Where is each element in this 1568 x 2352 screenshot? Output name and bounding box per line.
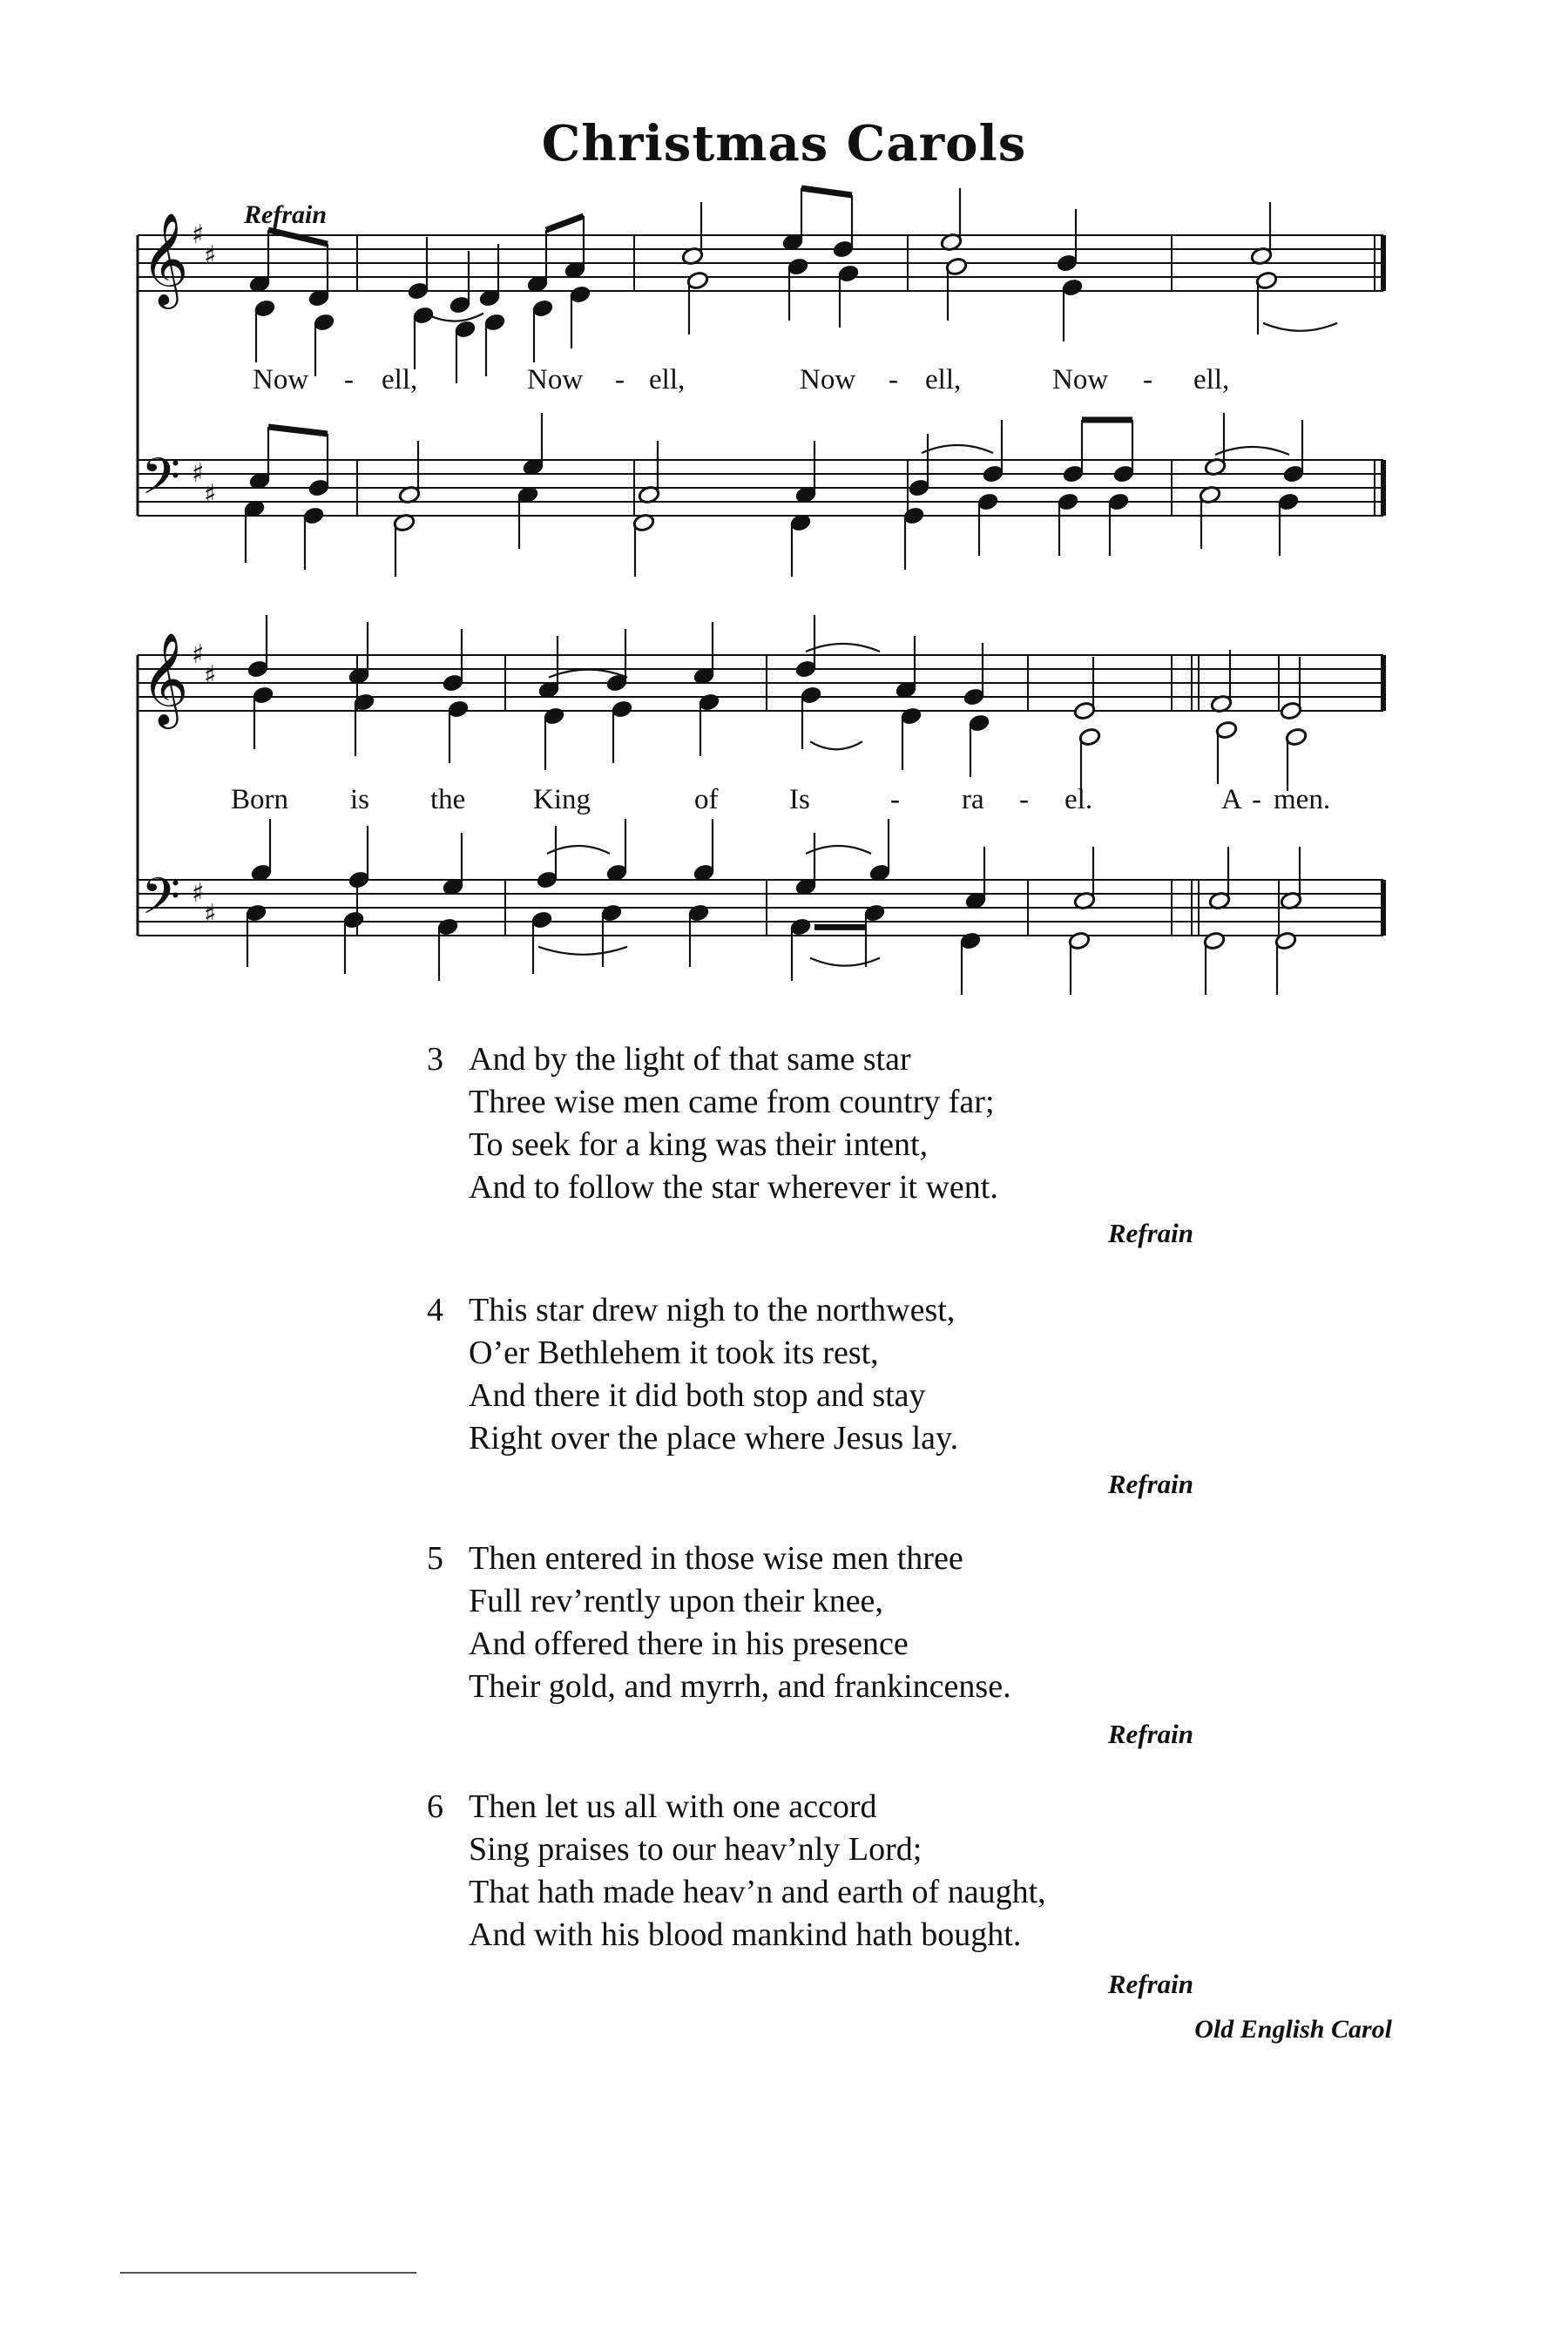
- tie-arc: [1215, 447, 1289, 455]
- verse-3: [427, 1038, 998, 1209]
- lyric-syllable: the: [430, 784, 466, 815]
- tie-arc: [425, 314, 483, 321]
- verse-refrain-label: Refrain: [1107, 1969, 1193, 1999]
- lyric-syllable: Now: [253, 364, 309, 395]
- lyric-syllable: Born: [231, 784, 288, 815]
- verse-number: 5: [427, 1540, 443, 1577]
- verse-line: [427, 1289, 958, 1332]
- verse-line: Their gold, and myrrh, and frankincense.: [469, 1668, 1011, 1705]
- tie-arc: [806, 846, 871, 854]
- lyric-syllable: ell,: [1193, 364, 1230, 395]
- verse-6: [427, 1786, 1046, 1957]
- sharp-sign: ♯: [192, 220, 205, 250]
- sharp-sign: ♯: [192, 458, 205, 489]
- verse-5: [427, 1538, 1011, 1708]
- lyric-syllable: is: [350, 784, 370, 815]
- sharp-sign: ♯: [192, 639, 205, 670]
- beam: [546, 216, 584, 230]
- music-score: [0, 0, 1568, 1045]
- lyric-syllable: men.: [1274, 784, 1331, 815]
- verse-line: And with his blood mankind hath bought.: [469, 1916, 1022, 1953]
- lyric-syllable: -: [890, 784, 900, 815]
- verse-line: Sing praises to our heav’nly Lord;: [469, 1831, 923, 1868]
- verse-line: [427, 1786, 1046, 1828]
- beam: [801, 188, 852, 195]
- bass-clef: 𝄢: [141, 867, 181, 938]
- verse-line: To seek for a king was their intent,: [469, 1126, 929, 1163]
- tie-arc: [810, 958, 880, 966]
- lyric-syllable: -: [1143, 364, 1152, 395]
- sharp-sign: ♯: [204, 899, 217, 929]
- beam: [268, 427, 328, 434]
- lyric-syllable: Is: [789, 784, 810, 815]
- lyric-syllable: ell,: [382, 364, 418, 395]
- verse-refrain-label: Refrain: [1107, 1469, 1193, 1499]
- sharp-sign: ♯: [204, 479, 217, 510]
- lyric-syllable: -: [1019, 784, 1029, 815]
- verse-line: That hath made heav’n and earth of naught,: [469, 1874, 1046, 1910]
- lyric-syllable: -: [615, 364, 625, 395]
- beam: [268, 230, 328, 244]
- lyric-syllable: King: [533, 784, 591, 815]
- tie-arc: [1263, 323, 1337, 331]
- verse-text: And by the light of that same star: [469, 1041, 911, 1078]
- bass-clef: 𝄢: [141, 447, 181, 518]
- lyric-syllable: A: [1221, 784, 1242, 815]
- lyric-syllable: Now: [800, 364, 856, 395]
- verse-line: [427, 1038, 998, 1081]
- lyric-syllable: ell,: [925, 364, 962, 395]
- footer-rule: [120, 2272, 416, 2274]
- verse-line: And there it did both stop and stay: [469, 1377, 926, 1414]
- verse-line: Three wise men came from country far;: [469, 1084, 995, 1120]
- tie-arc: [538, 947, 627, 955]
- verse-line: And to follow the star wherever it went.: [469, 1169, 998, 1206]
- lyric-syllable: -: [1252, 784, 1261, 815]
- verse-number: 4: [427, 1292, 443, 1328]
- lyric-syllable: Now: [527, 364, 584, 395]
- sharp-sign: ♯: [204, 660, 217, 691]
- verse-number: 3: [427, 1041, 443, 1078]
- tie-arc: [806, 644, 880, 652]
- verse-4: [427, 1289, 958, 1460]
- attribution: Old English Carol: [1194, 2015, 1392, 2044]
- tie-arc: [810, 741, 862, 749]
- lyric-syllable: ell,: [649, 364, 686, 395]
- verse-line: Full rev’rently upon their knee,: [469, 1583, 883, 1619]
- verse-line: And offered there in his presence: [469, 1625, 909, 1662]
- lyric-syllable: el.: [1064, 784, 1093, 815]
- verse-line: Right over the place where Jesus lay.: [469, 1420, 959, 1456]
- sharp-sign: ♯: [204, 240, 217, 271]
- verse-line: O’er Bethlehem it took its rest,: [469, 1335, 879, 1371]
- verse-text: Then let us all with one accord: [469, 1788, 877, 1825]
- refrain-label: Refrain: [244, 200, 328, 229]
- verse-text: This star drew nigh to the northwest,: [469, 1292, 956, 1328]
- page-title: Christmas Carols: [541, 115, 1027, 172]
- treble-clef: 𝄞: [141, 632, 189, 725]
- lyric-syllable: -: [344, 364, 354, 395]
- verse-refrain-label: Refrain: [1107, 1719, 1193, 1749]
- lyric-syllable: -: [889, 364, 898, 395]
- verse-line: [427, 1538, 1011, 1580]
- verse-refrain-label: Refrain: [1107, 1218, 1193, 1248]
- verse-number: 6: [427, 1788, 443, 1825]
- treble-clef: 𝄞: [141, 212, 189, 305]
- score-notation: [138, 188, 1383, 995]
- lyric-syllable: ra: [962, 784, 984, 815]
- sharp-sign: ♯: [192, 878, 205, 909]
- tie-arc: [922, 445, 993, 453]
- lyric-syllable: of: [694, 784, 719, 815]
- verse-text: Then entered in those wise men three: [469, 1540, 963, 1577]
- lyric-syllable: Now: [1052, 364, 1109, 395]
